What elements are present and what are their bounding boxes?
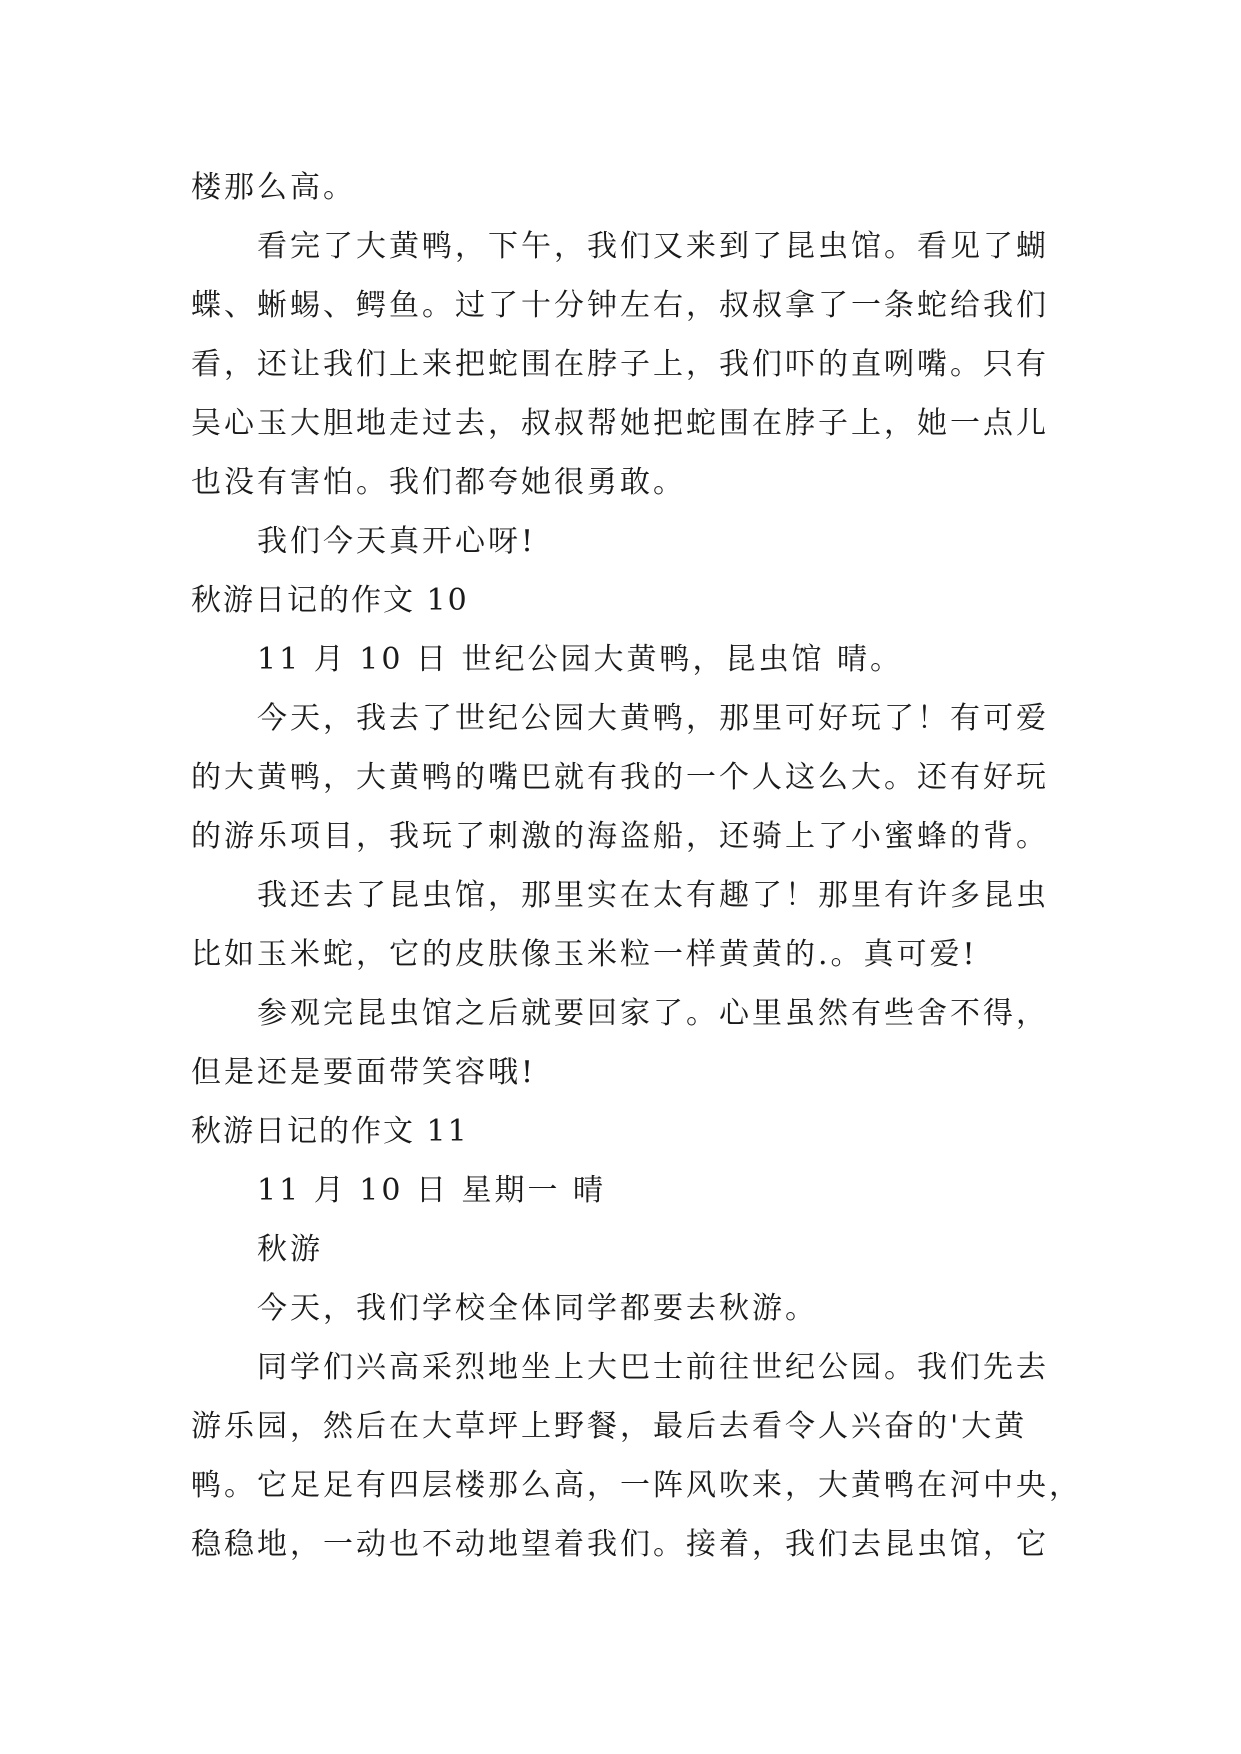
- section-heading: 秋游日记的作文 10: [191, 583, 469, 618]
- text-line: 今天，我去了世纪公园大黄鸭，那里可好玩了！有可爱: [257, 701, 1049, 736]
- text-line: 游乐园，然后在大草坪上野餐，最后去看令人兴奋的'大黄: [191, 1409, 1028, 1444]
- text-line: 楼那么高。: [191, 170, 356, 205]
- text-line: 但是还是要面带笑容哦!: [191, 1055, 537, 1090]
- text-line: 蝶、蜥蜴、鳄鱼。过了十分钟左右，叔叔拿了一条蛇给我们: [191, 288, 1049, 323]
- section-heading: 秋游日记的作文 11: [191, 1114, 469, 1149]
- text-line: 参观完昆虫馆之后就要回家了。心里虽然有些舍不得，: [257, 996, 1049, 1031]
- text-line: 我们今天真开心呀!: [257, 524, 537, 559]
- text-line: 吴心玉大胆地走过去，叔叔帮她把蛇围在脖子上，她一点儿: [191, 406, 1049, 441]
- text-line: 鸭。它足足有四层楼那么高，一阵风吹来，大黄鸭在河中央，: [191, 1468, 1082, 1503]
- text-line: 同学们兴高采烈地坐上大巴士前往世纪公园。我们先去: [257, 1350, 1049, 1385]
- document-body: [191, 158, 1082, 1574]
- text-line: 比如玉米蛇，它的皮肤像玉米粒一样黄黄的.。真可爱!: [191, 937, 978, 972]
- text-line: 11 月 10 日 世纪公园大黄鸭，昆虫馆 晴。: [257, 642, 904, 677]
- text-line: 我还去了昆虫馆，那里实在太有趣了！那里有许多昆虫: [257, 878, 1049, 913]
- text-line: 也没有害怕。我们都夸她很勇敢。: [191, 465, 686, 500]
- text-line: 的游乐项目，我玩了刺激的海盗船，还骑上了小蜜蜂的背。: [191, 819, 1049, 854]
- text-line: 今天，我们学校全体同学都要去秋游。: [257, 1291, 818, 1326]
- text-line: 看完了大黄鸭，下午，我们又来到了昆虫馆。看见了蝴: [257, 229, 1049, 264]
- text-line: 稳稳地，一动也不动地望着我们。接着，我们去昆虫馆，它: [191, 1527, 1049, 1562]
- text-line: 的大黄鸭，大黄鸭的嘴巴就有我的一个人这么大。还有好玩: [191, 760, 1049, 795]
- text-line: 看，还让我们上来把蛇围在脖子上，我们吓的直咧嘴。只有: [191, 347, 1049, 382]
- text-line: 11 月 10 日 星期一 晴: [257, 1173, 607, 1208]
- text-line: 秋游: [257, 1232, 323, 1267]
